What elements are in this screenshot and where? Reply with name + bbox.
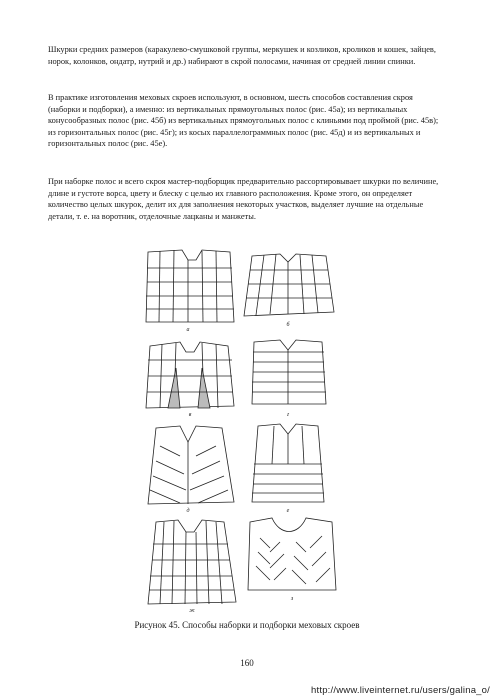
diagram-zh xyxy=(148,520,236,614)
page-number: 160 xyxy=(240,658,254,668)
label-b: б xyxy=(286,322,290,328)
diagram-g xyxy=(252,340,326,418)
label-g: г xyxy=(286,412,290,418)
figure-caption: Рисунок 45. Способы наборки и подборки меховых скроев xyxy=(134,620,360,630)
diagram-e xyxy=(252,424,324,514)
figure-45 xyxy=(140,246,364,618)
label-z: з xyxy=(290,596,294,602)
paragraph-2: В практике изготовления меховых скроев используют, в основном, шесть способов составления скроя (наборки и подборки), а именно: из вертикальных прямоугольных полос (рис. 45а); из вертикальных конусообразных полос (рис. 45б) из вертикальных прямоугольных полос с клиньями под проймой (рис. 45в); из горизонтальных полос (рис. 45г); из косых параллелограммных полос (рис. 45д) и из вертикальных и горизонтальных полос (рис. 45е). xyxy=(48,93,439,149)
diagram-a xyxy=(146,250,234,333)
label-e: е xyxy=(286,508,290,514)
label-zh: ж xyxy=(189,608,195,614)
fur-layout-diagrams xyxy=(140,246,364,618)
diagram-z xyxy=(248,518,336,602)
label-v: в xyxy=(188,412,192,418)
diagram-d xyxy=(148,426,234,514)
paragraph-1: Шкурки средних размеров (каракулево-смушковой группы, меркушек и козликов, кроликов и кошек, зайцев, норок, колонков, ондатр, нутрий и др.) набирают в скрой полосами, начиная от средней линии спинки. xyxy=(48,45,436,66)
diagram-b xyxy=(244,254,334,328)
label-a: а xyxy=(186,327,190,333)
paragraph-3: При наборке полос и всего скроя мастер-подборщик предварительно рассортировывает шкурки по величине, длине и густоте ворса, цвету и блеску с целью их главного расположения. Кроме этого, он определяет количество целых шкурок, делит их для заполнения некоторых участков, выделяет лучшие на отдельные детали, т. е. на воротник, отделочные лацканы и манжеты. xyxy=(48,177,439,221)
diagram-v xyxy=(146,342,234,418)
label-d: д xyxy=(186,508,190,514)
watermark-url: http://www.liveinternet.ru/users/galina_o/ xyxy=(311,685,490,696)
